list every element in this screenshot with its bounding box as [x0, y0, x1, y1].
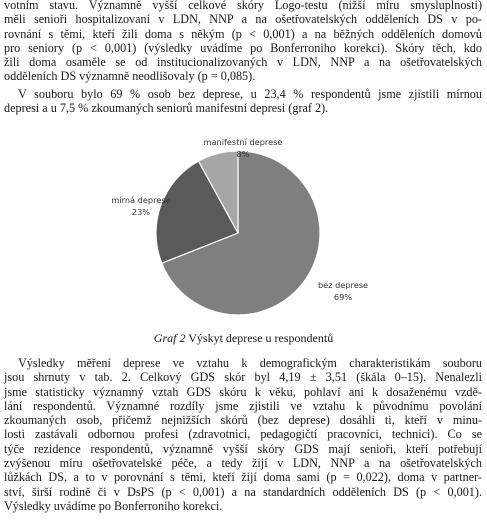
text-line: týče rezidence respondentů, významně vyšší skóry GDS mají senioři, kteří potřebují [4, 441, 482, 456]
paragraph-gds-results [4, 356, 482, 513]
text-line: Výsledky uvádíme po Bonferroniho korekci. [4, 498, 223, 513]
pie-slices [156, 151, 320, 315]
figure-number: Graf 2 [153, 331, 186, 345]
slice-percent-label: 23% [131, 207, 151, 217]
text-line: pro seniory (p < 0,001) (výsledky uvádíme po Bonferroniho korekci). Skóry těch, kdo [4, 40, 482, 55]
paragraph-logotest-results [4, 0, 482, 84]
text-line: zkoumaných osob, přičemž nejnižších skórů (bez deprese) dosáhli ti, kteří v minu- [4, 413, 482, 428]
text-line: jsou shrnuty v tab. 2. Celkový GDS skór byl 4,19 ± 3,51 (škála 0–15). Nenalezli [4, 370, 482, 385]
slice-name-label: manifestní deprese [203, 137, 283, 147]
figure-caption-text: Výskyt deprese u respondentů [185, 331, 334, 345]
text-line: Výsledky měření deprese ve vztahu k demografickým charakteristikám souboru [18, 356, 482, 370]
text-line: odděleních DS významně neodlišovaly (p = 0,085). [4, 69, 256, 84]
text-line: rovnání s těmi, kteří žili doma s někým (p < 0,001) a na běžných odděleních domovů [4, 26, 482, 41]
slice-name-label: bez deprese [317, 280, 369, 290]
text-line: V souboru bylo 69 % osob bez deprese, u 23,4 % respondentů jsme zjistili mírnou [18, 87, 482, 101]
text-line: jsme statisticky významný vztah GDS skóru k věku, pohlaví ani k dosaženému vzdě- [4, 384, 482, 399]
text-line: ství, širší rodině či v DsPS (p < 0,001) a na standardních odděleních DS (p < 0,001). [4, 484, 482, 499]
slice-name-label: mírná deprese [111, 195, 171, 205]
slice-percent-label: 69% [333, 292, 353, 302]
text-line: žili doma osaměle se od institucionalizovaných v LDN, NNP a na ošetřovatelských [4, 55, 482, 70]
text-line: losti zastávali odbornou profesi (zdravotnici, pedagogičtí pracovníci, technici). Co se [4, 427, 482, 442]
text-line: lání respondentů. Významné rozdíly jsme zjistili ve vztahu k původnímu povolání [4, 398, 482, 413]
text-line: depresi a u 7,5 % zkoumaných seniorů manifestní depresi (graf 2). [4, 101, 329, 116]
paragraph-depression-prevalence [4, 87, 482, 116]
text-line: zvýšenou míru ošetřovatelské péče, a tedy žijí v LDN, NNP a na ošetřovatelských [4, 456, 482, 471]
text-line: měli senioři hospitalizovaní v LDN, NNP a na ošetřovatelských odděleních DS v po- [4, 12, 482, 27]
text-line: votním stavu. Významně vyšší celkové skóry Logo-testu (nižší míru smysluplnosti) [4, 0, 482, 12]
depression-pie-chart [0, 130, 487, 330]
figure-caption [0, 331, 487, 346]
slice-percent-label: 8% [236, 149, 250, 159]
text-line: lůžkách DS, a to v porovnání s těmi, kteří žijí doma sami (p = 0,022), doma v partner- [4, 470, 482, 485]
slice-label-bez [318, 280, 368, 302]
